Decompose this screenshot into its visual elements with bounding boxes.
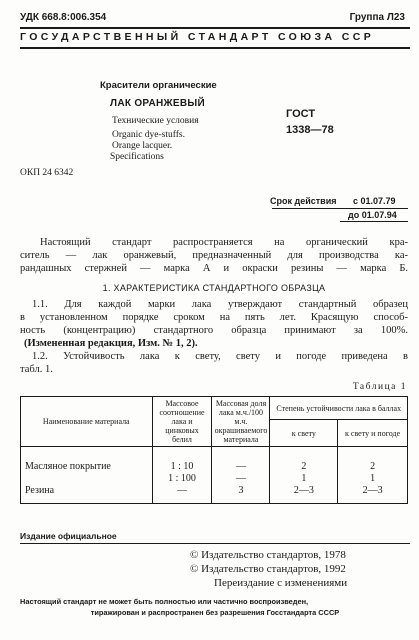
col-header-to-light-weather: к свету и погоде	[338, 420, 408, 447]
cell-light: 2 1	[270, 447, 338, 486]
section-p1-line-2: в установленном порядке сроком на пять лет. Красящую способ-	[20, 312, 408, 323]
group-code: Группа Л23	[349, 12, 405, 23]
copyright-1978: © Издательство стандартов, 1978	[190, 549, 346, 561]
official-edition: Издание официальное	[20, 531, 117, 541]
english-title-3: Specifications	[110, 152, 164, 162]
section-p1-line-1: 1.1. Для каждой марки лака утверждают стандартный образец	[32, 299, 408, 310]
cell-weather: 2 1	[338, 447, 408, 486]
section-p1-line-3: ность (концентрацию) стандартного образца принимают за 100%.	[20, 325, 408, 336]
section-p2-line-2: табл. 1.	[20, 364, 53, 375]
cell-fraction: 3	[212, 485, 270, 504]
footer-rule	[20, 543, 410, 544]
cell-light: 2—3	[270, 485, 338, 504]
cell-material: Масляное покрытие	[21, 447, 153, 486]
cell-material: Резина	[21, 485, 153, 504]
gost-label: ГОСТ	[286, 108, 316, 120]
cell-ratio: —	[152, 485, 212, 504]
intro-line-2: ситель — лак оранжевый, предназначенный для производства ка-	[20, 250, 408, 261]
table-1	[20, 396, 408, 504]
okp-code: ОКП 24 6342	[20, 168, 74, 178]
copyright-1992: © Издательство стандартов, 1992	[190, 563, 346, 575]
standard-title: ГОСУДАРСТВЕННЫЙ СТАНДАРТ СОЮЗА ССР	[20, 31, 375, 43]
col-header-resistance: Степень устойчивости лака в баллах	[270, 397, 408, 420]
cell-weather: 2—3	[338, 485, 408, 504]
table-row	[21, 485, 408, 504]
subtitle: Технические условия	[112, 116, 199, 126]
validity-from: с 01.07.79	[353, 196, 396, 206]
product-title: ЛАК ОРАНЖЕВЫЙ	[110, 98, 205, 109]
english-title-1: Organic dye-stuffs.	[112, 130, 185, 140]
validity-rule-2	[340, 221, 408, 222]
category-title: Красители органические	[100, 80, 217, 91]
reprint-note: Переиздание с изменениями	[214, 577, 348, 589]
header-rule-top	[20, 27, 410, 29]
col-header-to-light: к свету	[270, 420, 338, 447]
table-row	[21, 447, 408, 486]
udk-code: УДК 668.8:006.354	[20, 12, 107, 23]
edition-note: (Измененная редакция, Изм. № 1, 2).	[24, 338, 198, 349]
intro-line-1: Настоящий стандарт распространяется на органический кра-	[40, 237, 408, 248]
cell-ratio: 1 : 10 1 : 100	[152, 447, 212, 486]
section-heading: 1. ХАРАКТЕРИСТИКА СТАНДАРТНОГО ОБРАЗЦА	[102, 283, 326, 293]
copyright-notice-2: тиражирован и распространен без разрешения Госстандарта СССР	[90, 608, 340, 617]
english-title-2: Orange lacquer.	[112, 141, 173, 151]
section-p2-line-1: 1.2. Устойчивость лака к свету, свету и погоде приведена в	[32, 351, 408, 362]
cell-fraction: — —	[212, 447, 270, 486]
intro-line-3: рандашных стержней — марка А и окраски резины — марка Б.	[20, 263, 408, 274]
validity-to: до 01.07.94	[348, 210, 397, 220]
col-header-material: Наименование материала	[21, 397, 153, 447]
col-header-mass-ratio: Массовое соотношение лака и цинковых белил	[152, 397, 212, 447]
header-rule-bottom	[20, 47, 410, 49]
col-header-mass-fraction: Массовая доля лака м.ч./100 м.ч. окрашиваемого материала	[212, 397, 270, 447]
gost-number: 1338—78	[286, 124, 334, 136]
copyright-notice-1: Настоящий стандарт не может быть полностью или частично воспроизведен,	[20, 597, 309, 606]
validity-label: Срок действия	[270, 196, 337, 206]
table-caption: Таблица 1	[352, 382, 407, 392]
validity-rule-1	[272, 208, 408, 209]
